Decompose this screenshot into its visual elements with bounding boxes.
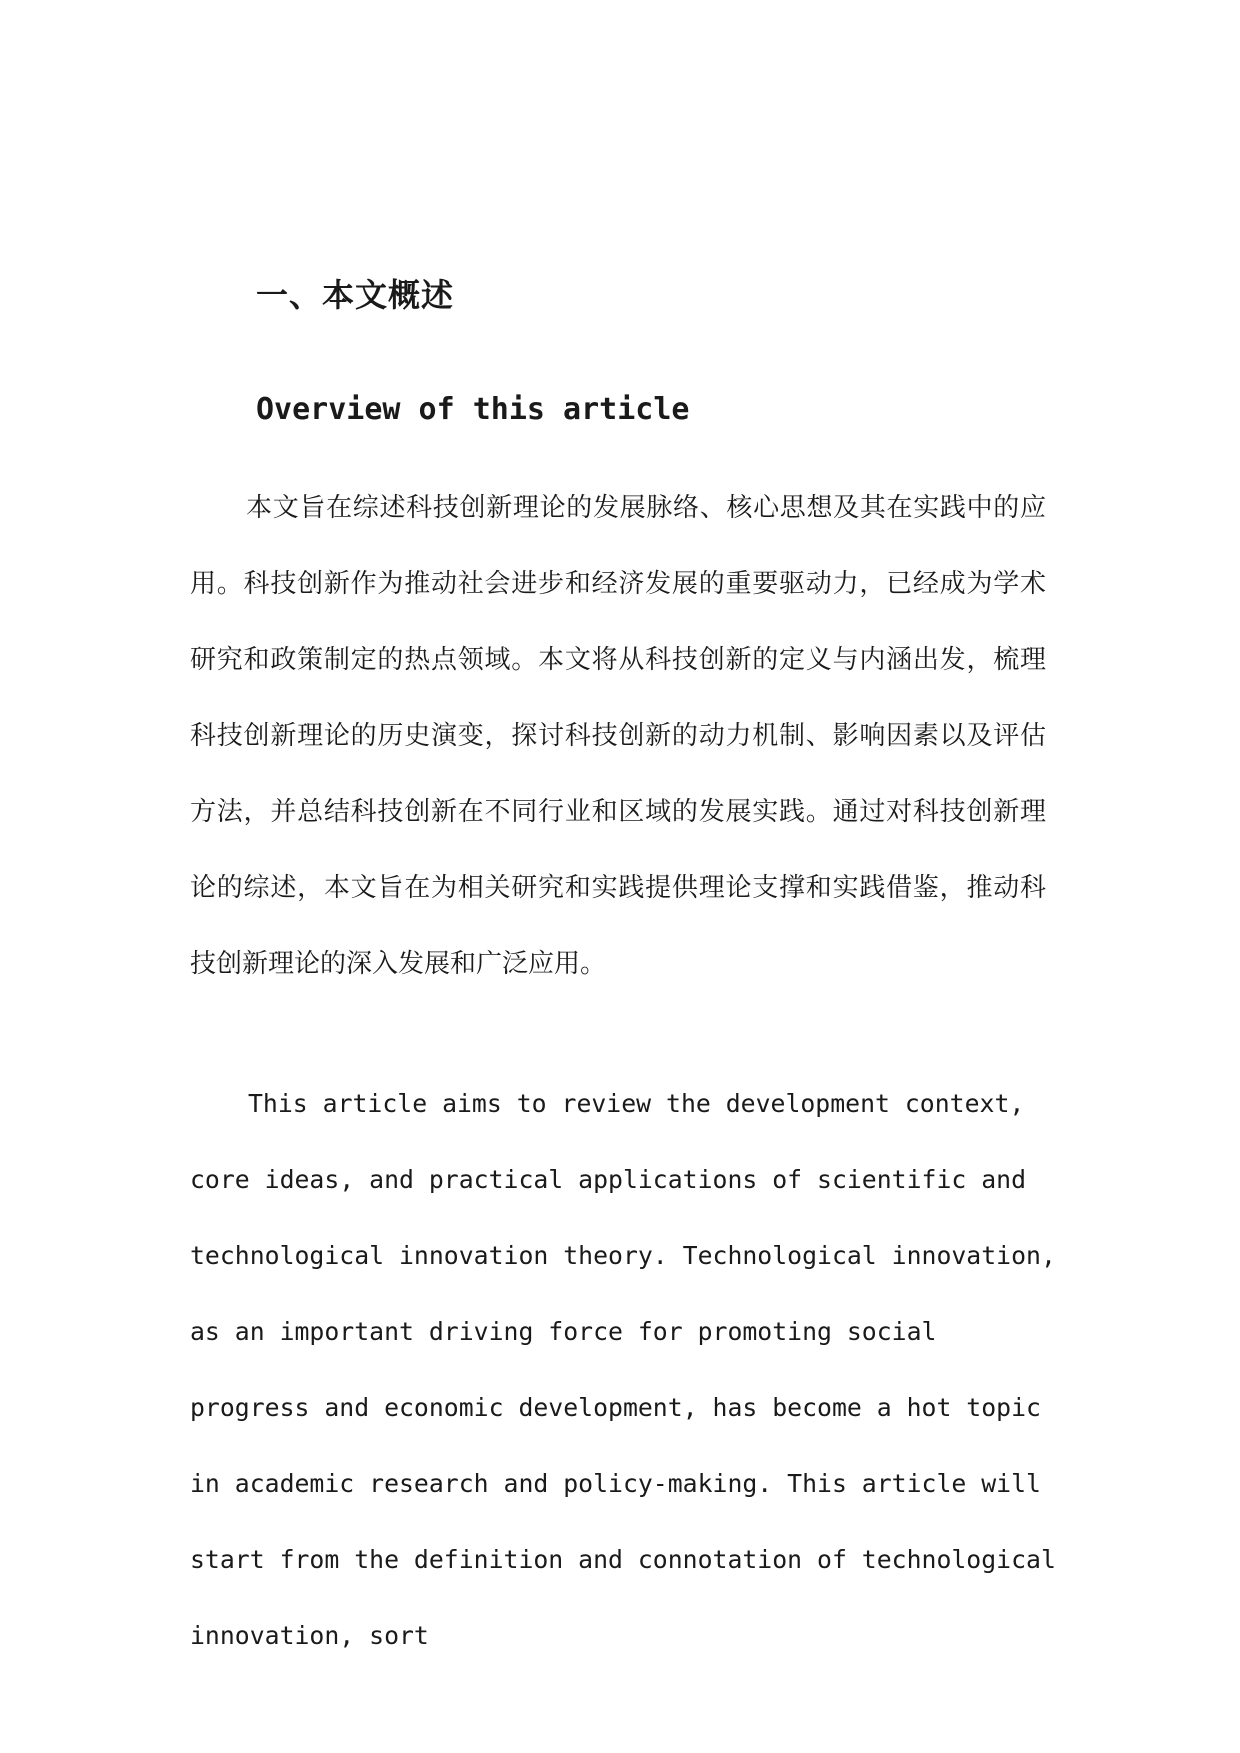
section-heading: 一、本文概述 <box>256 276 455 314</box>
section-subheading: Overview of this article <box>256 392 690 427</box>
english-paragraph: This article aims to review the development context, core ideas, and practical applications of scientific and technological innovation theory. Technological innovation, as an important driving force for promoting social progress and economic development, has become a hot topic in academic research and policy-making. This article will start from the definition and connotation of technological innovation, sort <box>190 1089 1056 1650</box>
chinese-paragraph: 本文旨在综述科技创新理论的发展脉络、核心思想及其在实践中的应用。科技创新作为推动社会进步和经济发展的重要驱动力，已经成为学术研究和政策制定的热点领域。本文将从科技创新的定义与内涵出发，梳理科技创新理论的历史演变，探讨科技创新的动力机制、影响因素以及评估方法，并总结科技创新在不同行业和区域的发展实践。通过对科技创新理论的综述，本文旨在为相关研究和实践提供理论支撑和实践借鉴，推动科技创新理论的深入发展和广泛应用。 <box>190 493 1046 979</box>
